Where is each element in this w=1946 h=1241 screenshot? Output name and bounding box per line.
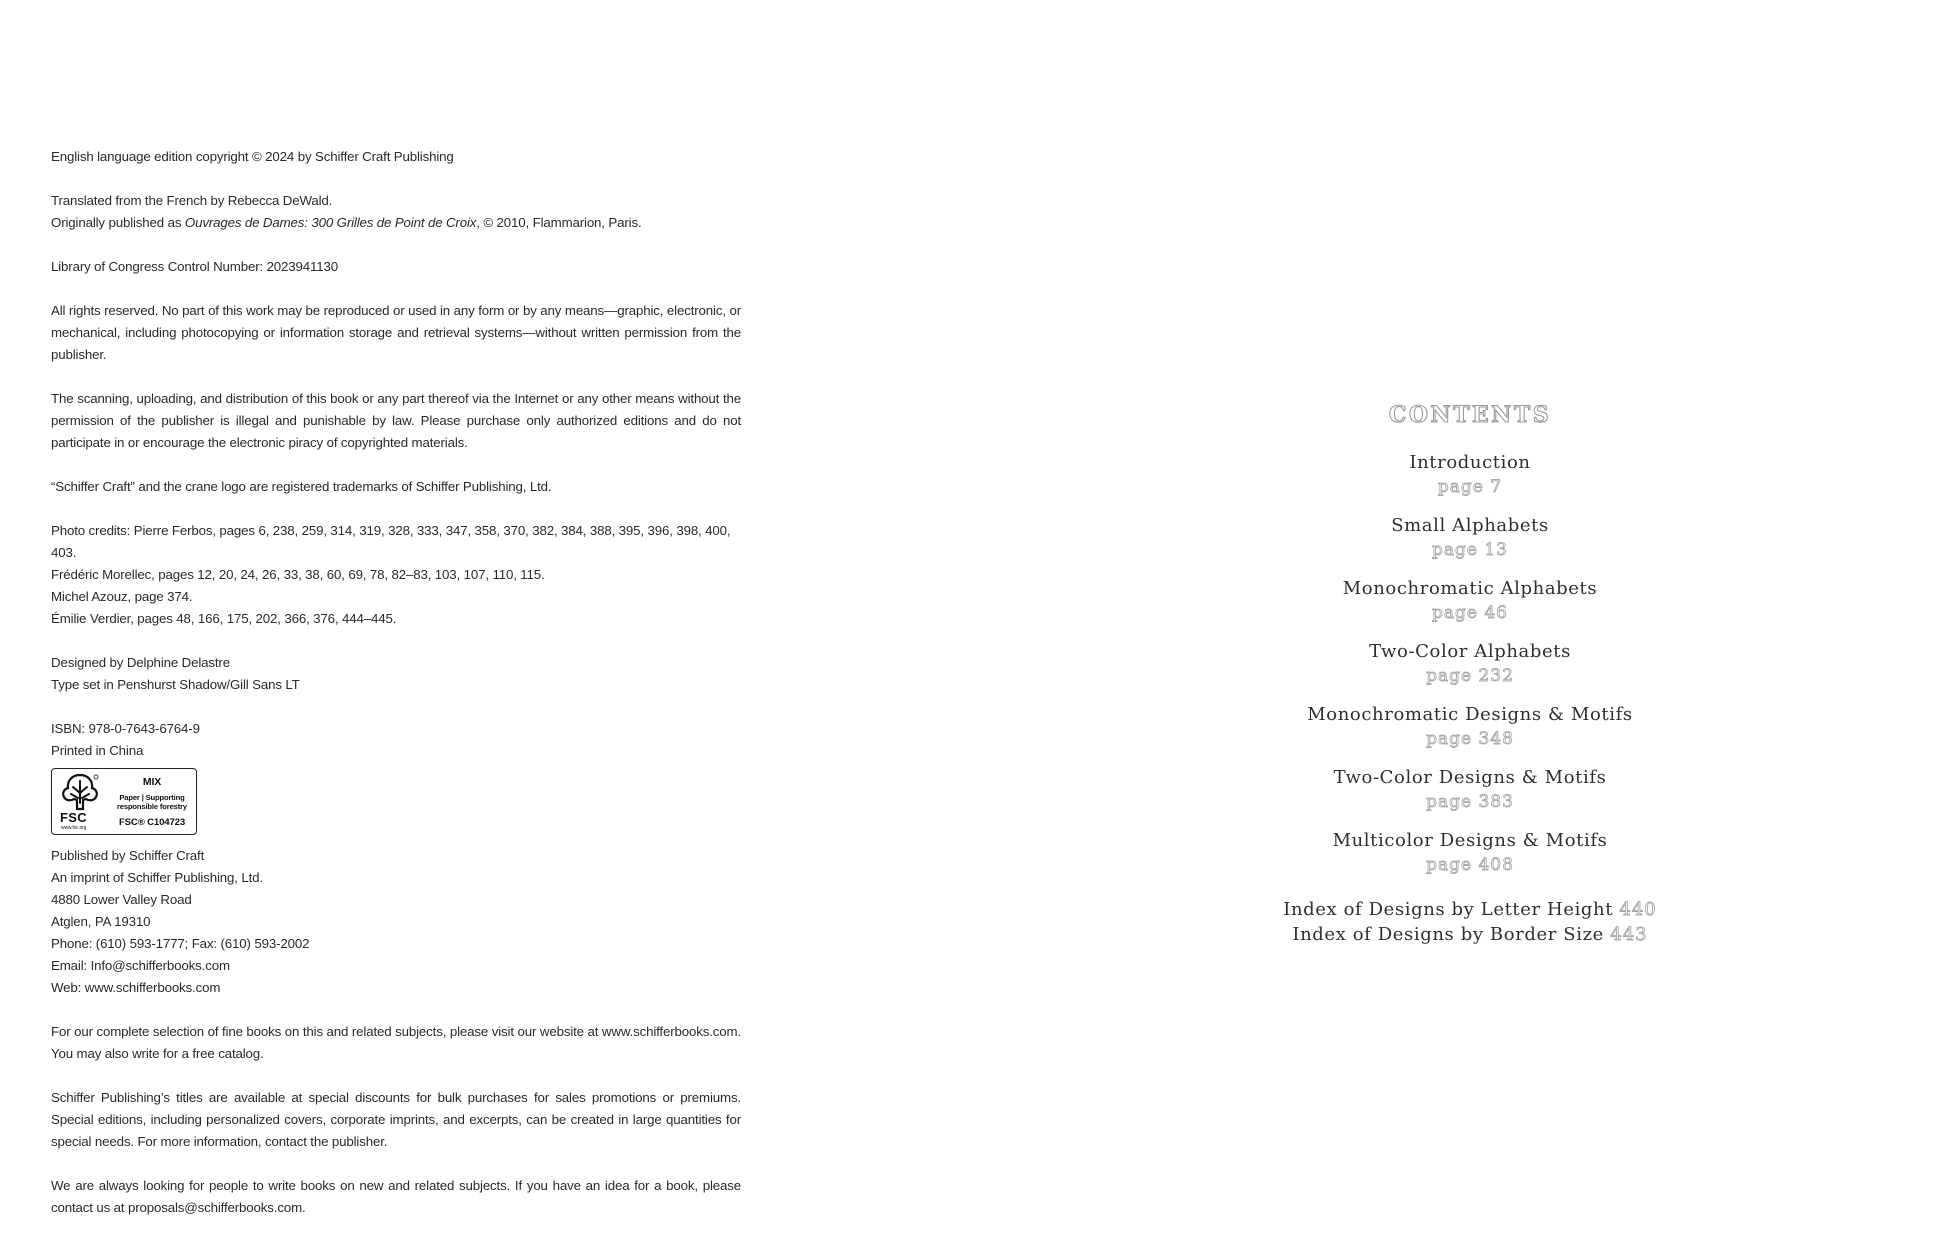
toc-entry-title: Small Alphabets: [1391, 515, 1549, 536]
toc-entry-page: page 348: [1426, 729, 1514, 749]
toc-entry-page: page 232: [1426, 666, 1514, 686]
index-entry-page: 443: [1610, 924, 1648, 945]
typeface-line: Type set in Penshurst Shadow/Gill Sans LT: [51, 677, 300, 692]
copyright-page: [51, 146, 741, 1241]
index-entry-title: Index of Designs by Letter Height: [1283, 899, 1620, 920]
discounts-paragraph: Schiffer Publishing’s titles are available at special discounts for bulk purchases for sales promotions or premiums. Special editions, including personalized covers, corporate imprints, and excerpts, can be created in large quantities for special needs. For more information, contact the publisher.: [51, 1090, 741, 1149]
fsc-paper-label: Paper | Supporting responsible forestry: [116, 793, 187, 811]
isbn-line: ISBN: 978-0-7643-6764-9: [51, 721, 200, 736]
printed-in-line: Printed in China: [51, 743, 144, 758]
index-entries: [1200, 897, 1740, 947]
index-entry: [1200, 897, 1740, 922]
loc-control-number: Library of Congress Control Number: 2023941130: [51, 259, 339, 274]
toc-entry-title: Multicolor Designs & Motifs: [1332, 830, 1608, 851]
catalog-paragraph: For our complete selection of fine books on this and related subjects, please visit our website at www.schifferbooks.com. You may also write for a free catalog.: [51, 1024, 741, 1061]
toc-entry-page: page 13: [1432, 540, 1508, 560]
toc-entry-title: Monochromatic Alphabets: [1342, 578, 1598, 599]
publisher-line: An imprint of Schiffer Publishing, Ltd.: [51, 870, 263, 885]
fsc-url: www.fsc.org: [61, 825, 87, 831]
translation-info: [51, 190, 741, 234]
toc-entry-page: page 46: [1432, 603, 1508, 623]
publisher-line: Published by Schiffer Craft: [51, 848, 205, 863]
fsc-logo: [51, 768, 197, 835]
toc-entry-page: page 383: [1426, 792, 1514, 812]
toc-entry-page: page 408: [1426, 855, 1514, 875]
photo-credit-line: Photo credits: Pierre Ferbos, pages 6, 238, 259, 314, 319, 328, 333, 347, 358, 370, 382, 384, 388, 395, 396, 398, 400, 403.: [51, 523, 731, 560]
photo-credits: [51, 520, 741, 630]
isbn-block: [51, 718, 741, 762]
fsc-license-code: FSC® C104723: [118, 817, 186, 828]
fsc-brand: FSC: [60, 810, 87, 825]
publisher-web-line: Web: www.schifferbooks.com: [51, 980, 221, 995]
toc-entry: [1200, 702, 1740, 751]
designer-line: Designed by Delphine Delastre: [51, 655, 230, 670]
toc-entry-title: Two-Color Alphabets: [1369, 641, 1571, 662]
toc-entry: [1200, 513, 1740, 562]
publisher-phone-line: Phone: (610) 593-1777; Fax: (610) 593-2002: [51, 936, 310, 951]
original-publication-line: Originally published as Ouvrages de Dames: 300 Grilles de Point de Croix, © 2010, Flammarion, Paris.: [51, 215, 642, 230]
translator-line: Translated from the French by Rebecca DeWald.: [51, 193, 333, 208]
toc-entry-title: Monochromatic Designs & Motifs: [1307, 704, 1633, 725]
toc-entry: [1200, 765, 1740, 814]
rights-reserved-paragraph: All rights reserved. No part of this work may be reproduced or used in any form or by any means—graphic, electronic, or mechanical, including photocopying or information storage and retrieval systems—without written permission from the publisher.: [51, 303, 741, 362]
original-title: Ouvrages de Dames: 300 Grilles de Point de Croix: [184, 215, 477, 230]
toc-entry: [1200, 450, 1740, 499]
toc-entry: [1200, 576, 1740, 625]
photo-credit-line: Émilie Verdier, pages 48, 166, 175, 202, 366, 376, 444–445.: [51, 611, 397, 626]
toc-entry-title: Two-Color Designs & Motifs: [1333, 767, 1607, 788]
index-entry-page: 440: [1619, 899, 1657, 920]
publisher-address-line: 4880 Lower Valley Road: [51, 892, 192, 907]
index-entry: [1200, 922, 1740, 947]
fsc-tree-icon: [58, 773, 102, 813]
contents-heading: CONTENTS: [1388, 402, 1552, 428]
publisher-info: [51, 845, 741, 999]
design-credits: [51, 652, 741, 696]
photo-credit-line: Frédéric Morellec, pages 12, 20, 24, 26, 33, 38, 60, 69, 78, 82–83, 103, 107, 110, 115.: [51, 567, 545, 582]
trademark-line: “Schiffer Craft” and the crane logo are registered trademarks of Schiffer Publishing, Ltd.: [51, 479, 552, 494]
contents-page: [1200, 400, 1740, 947]
proposals-paragraph: We are always looking for people to write books on new and related subjects. If you have an idea for a book, please contact us at proposals@schifferbooks.com.: [51, 1178, 741, 1215]
photo-credit-line: Michel Azouz, page 374.: [51, 589, 193, 604]
toc-entry: [1200, 828, 1740, 877]
toc-entry-title: Introduction: [1409, 452, 1531, 473]
toc-entry: [1200, 639, 1740, 688]
fsc-mix-label: MIX: [142, 776, 162, 788]
piracy-paragraph: The scanning, uploading, and distribution of this book or any part thereof via the Internet or any other means without the permission of the publisher is illegal and punishable by law. Please purchase only authorized editions and do not participate in or encourage the electronic piracy of copyrighted materials.: [51, 391, 741, 450]
publisher-email-line: Email: Info@schifferbooks.com: [51, 958, 230, 973]
publisher-address-line: Atglen, PA 19310: [51, 914, 151, 929]
index-entry-title: Index of Designs by Border Size: [1292, 924, 1611, 945]
toc-entry-page: page 7: [1437, 477, 1503, 497]
edition-copyright: English language edition copyright © 2024 by Schiffer Craft Publishing: [51, 149, 454, 164]
